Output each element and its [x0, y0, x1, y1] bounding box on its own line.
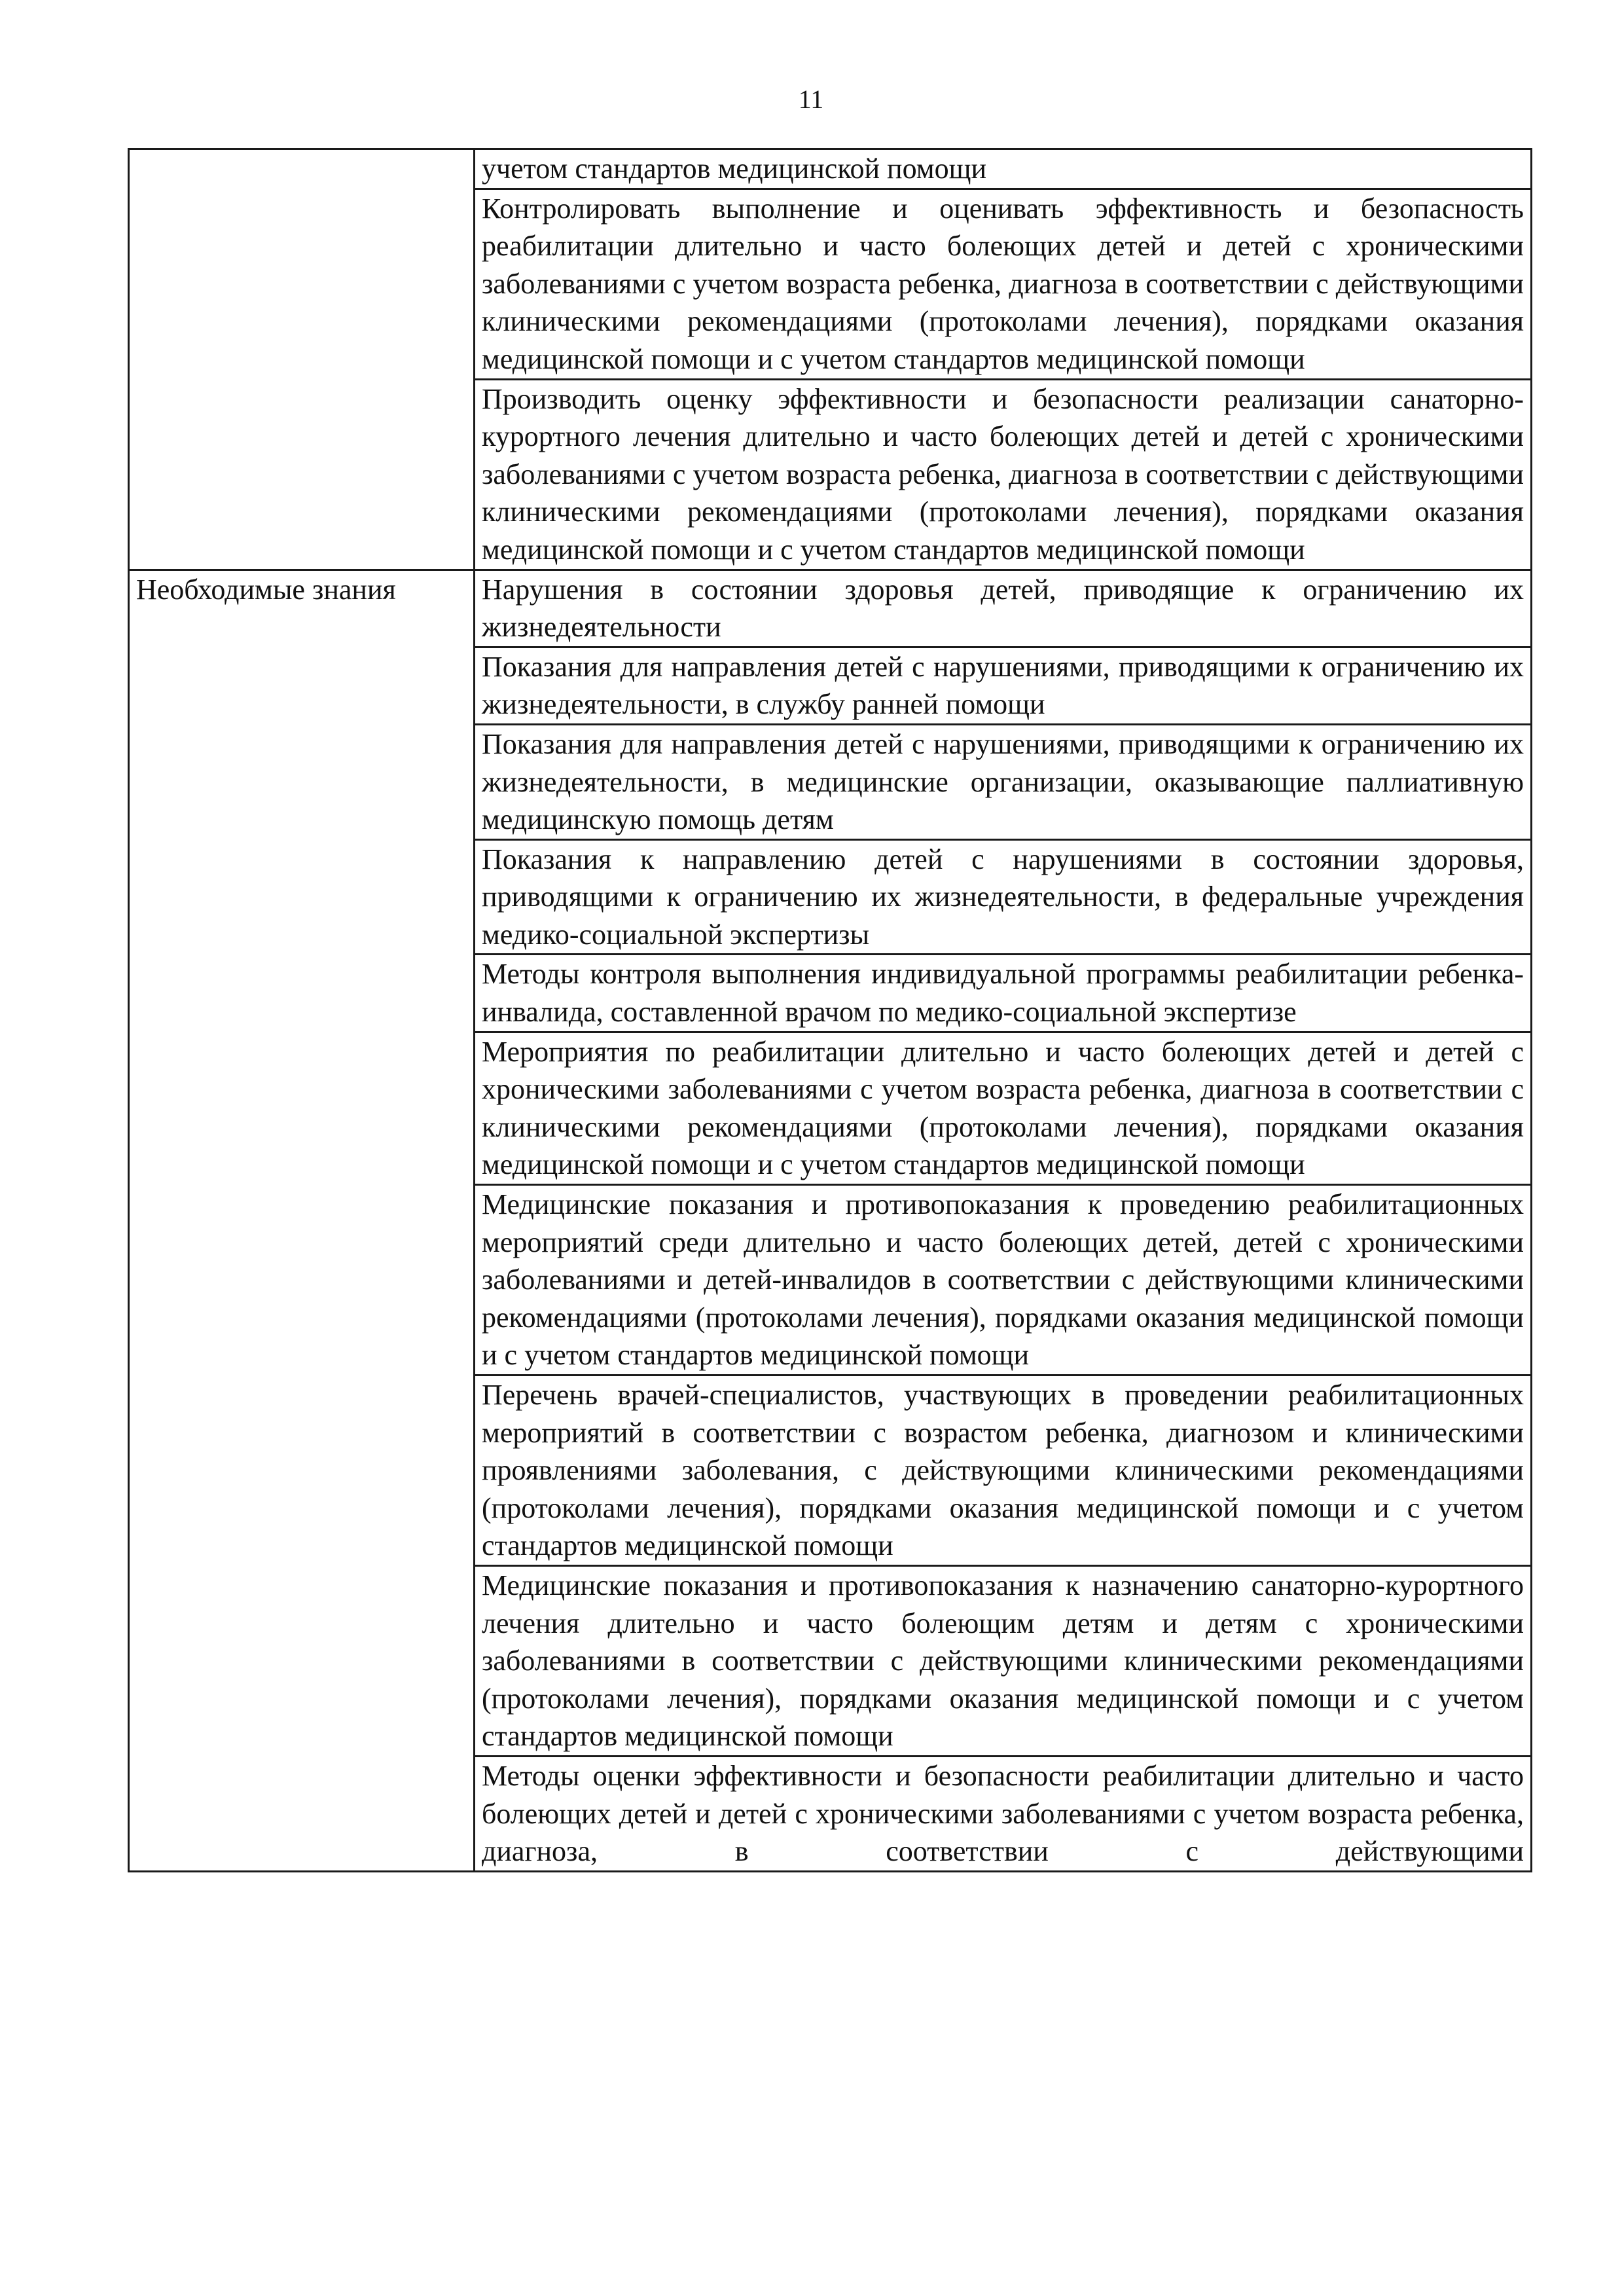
table-cell: Медицинские показания и противопоказания к проведению реабилитационных мероприятий среди длительно и часто болеющих детей, детей с хроническими заболеваниями и детей-инвалидов в соответствии с действующими клиническими рекомендациями (протоколами лечения), порядками оказания медицинской помощи и с учетом стандартов медицинской помощи	[475, 1185, 1532, 1376]
page-number: 11	[798, 84, 824, 114]
table-cell: учетом стандартов медицинской помощи	[475, 149, 1532, 189]
table-row	[129, 570, 1532, 647]
table-cell: Методы оценки эффективности и безопасности реабилитации длительно и часто болеющих детей и детей с хроническими заболеваниями с учетом возраста ребенка, диагноза, в соответствии с действующими	[475, 1756, 1532, 1871]
empty-label-cell	[129, 149, 475, 570]
table-cell: Мероприятия по реабилитации длительно и часто болеющих детей и детей с хроническими заболеваниями с учетом возраста ребенка, диагноза в соответствии с клиническими рекомендациями (протоколами лечения), порядками оказания медицинской помощи и с учетом стандартов медицинской помощи	[475, 1032, 1532, 1184]
table-cell: Показания к направлению детей с нарушениями в состоянии здоровья, приводящими к ограничению их жизнедеятельности, в федеральные учреждения медико-социальной экспертизы	[475, 839, 1532, 955]
table-cell: Производить оценку эффективности и безопасности реализации санаторно-курортного лечения длительно и часто болеющих детей и детей с хроническими заболеваниями с учетом возраста ребенка, диагноза в соответствии с действующими клиническими рекомендациями (протоколами лечения), порядками оказания медицинской помощи и с учетом стандартов медицинской помощи	[475, 379, 1532, 570]
table-cell: Медицинские показания и противопоказания к назначению санаторно-курортного лечения длительно и часто болеющим детям и детям с хроническими заболеваниями в соответствии с действующими клиническими рекомендациями (протоколами лечения), порядками оказания медицинской помощи и с учетом стандартов медицинской помощи	[475, 1565, 1532, 1756]
competency-table	[128, 148, 1532, 1872]
table-cell: Нарушения в состоянии здоровья детей, приводящие к ограничению их жизнедеятельности	[475, 570, 1532, 647]
table-cell: Показания для направления детей с нарушениями, приводящими к ограничению их жизнедеятельности, в медицинские организации, оказывающие паллиативную медицинскую помощь детям	[475, 724, 1532, 839]
table-row	[129, 149, 1532, 189]
section-label: Необходимые знания	[129, 570, 475, 1871]
table-cell: Перечень врачей-специалистов, участвующих в проведении реабилитационных мероприятий в соответствии с возрастом ребенка, диагнозом и клиническими проявлениями заболевания, с действующими клиническими рекомендациями (протоколами лечения), порядками оказания медицинской помощи и с учетом стандартов медицинской помощи	[475, 1376, 1532, 1566]
table-cell: Показания для направления детей с нарушениями, приводящими к ограничению их жизнедеятельности, в службу ранней помощи	[475, 647, 1532, 724]
table-cell: Методы контроля выполнения индивидуальной программы реабилитации ребенка-инвалида, составленной врачом по медико-социальной экспертизе	[475, 955, 1532, 1032]
table-cell: Контролировать выполнение и оценивать эффективность и безопасность реабилитации длительно и часто болеющих детей и детей с хроническими заболеваниями с учетом возраста ребенка, диагноза в соответствии с действующими клиническими рекомендациями (протоколами лечения), порядками оказания медицинской помощи и с учетом стандартов медицинской помощи	[475, 189, 1532, 379]
